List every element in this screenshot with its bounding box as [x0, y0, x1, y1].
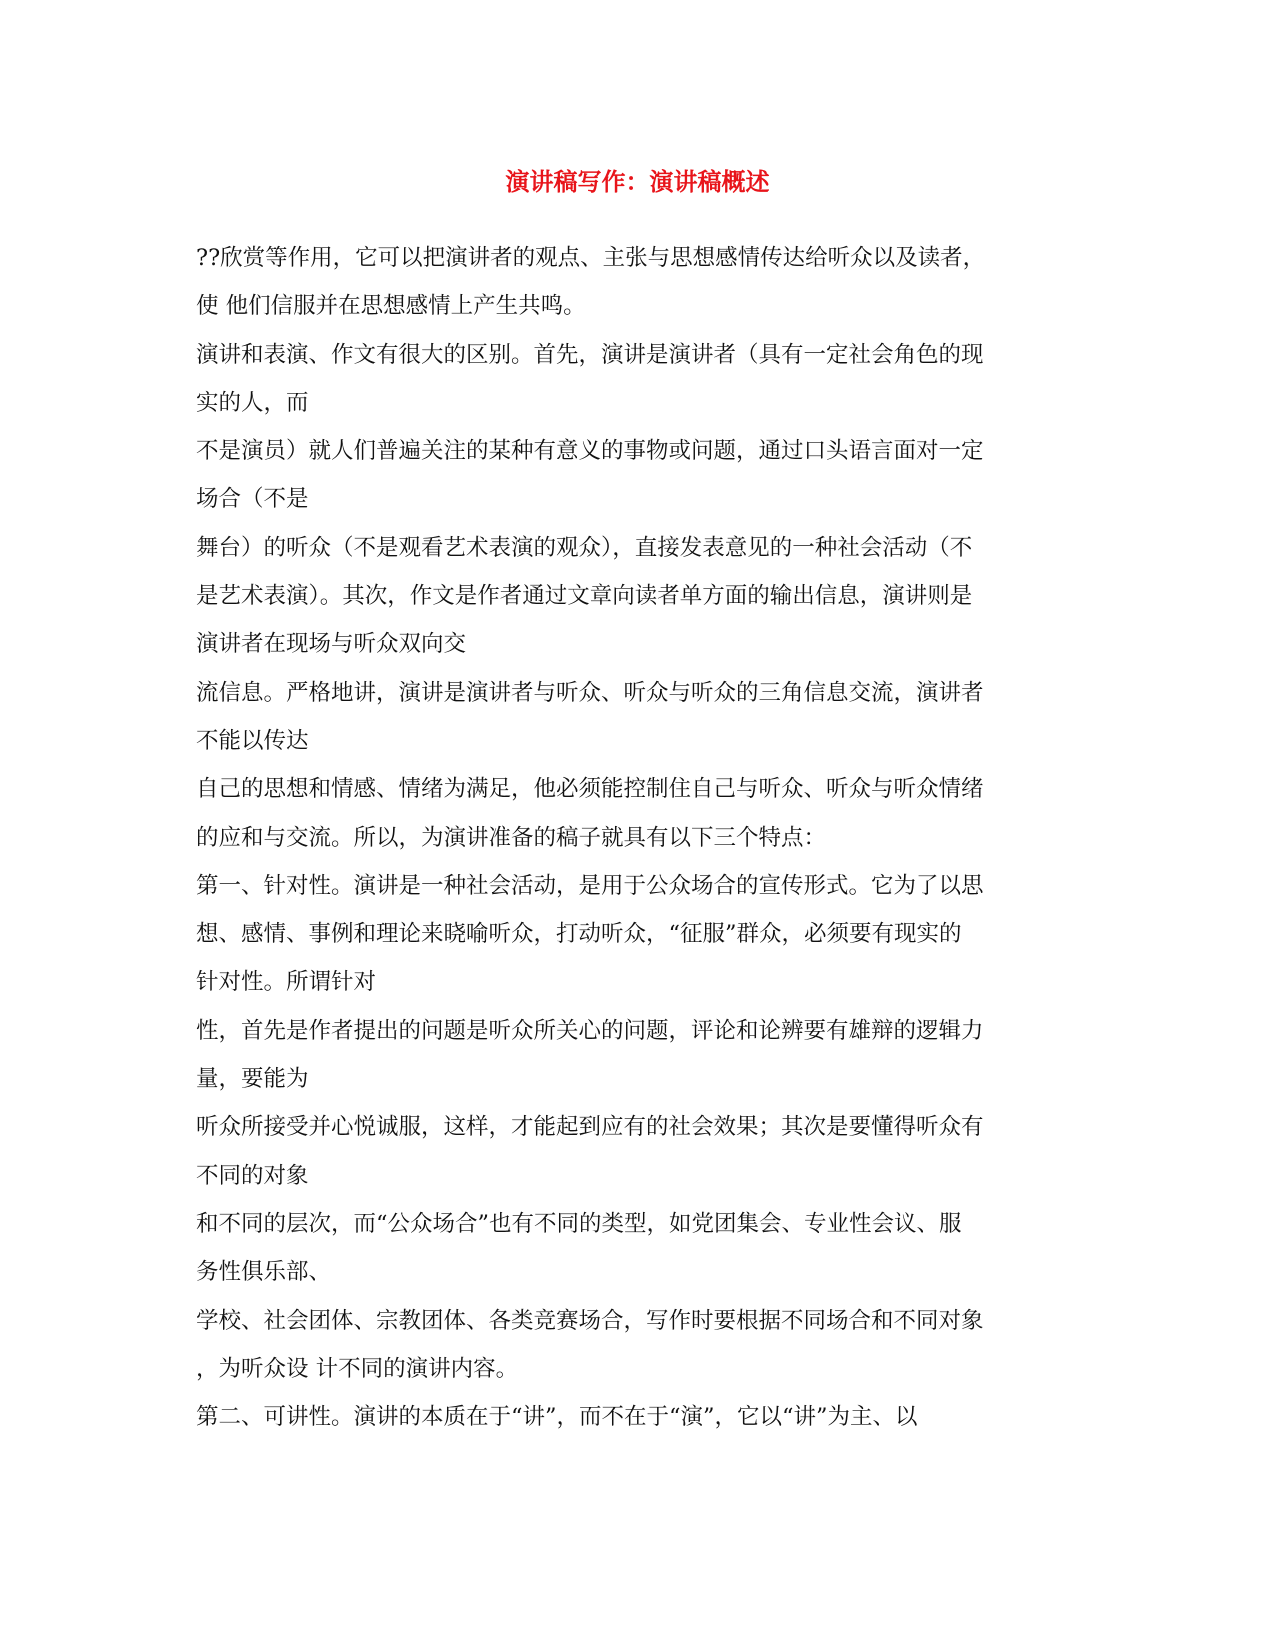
body-line: 和不同的层次，而“公众场合”也有不同的类型，如党团集会、专业性会议、服: [196, 1210, 962, 1237]
body-line: 演讲和表演、作文有很大的区别。首先，演讲是演讲者（具有一定社会角色的现: [196, 341, 984, 368]
body-line: 学校、社会团体、宗教团体、各类竞赛场合，写作时要根据不同场合和不同对象: [196, 1307, 984, 1334]
body-line: 不同的对象: [196, 1162, 309, 1189]
body-line: 量，要能为: [196, 1066, 309, 1093]
body-line: 场合（不是: [196, 486, 309, 513]
body-line: 第二、可讲性。演讲的本质在于“讲”，而不在于“演”，它以“讲”为主、以: [196, 1404, 918, 1431]
body-line: 听众所接受并心悦诚服，这样，才能起到应有的社会效果；其次是要懂得听众有: [196, 1114, 984, 1141]
body-line: 实的人，而: [196, 389, 309, 416]
body-line: 想、感情、事例和理论来晓喻听众，打动听众，“征服”群众，必须要有现实的: [196, 921, 962, 948]
document-body: [196, 234, 1076, 1441]
body-line: 使 他们信服并在思想感情上产生共鸣。: [196, 293, 586, 320]
body-line: 演讲者在现场与听众双向交: [196, 631, 467, 658]
body-line: 针对性。所谓针对: [196, 969, 377, 996]
body-line: 不是演员）就人们普遍关注的某种有意义的事物或问题，通过口头语言面对一定: [196, 438, 984, 465]
body-line: 舞台）的听众（不是观看艺术表演的观众），直接发表意见的一种社会活动（不: [196, 534, 973, 561]
body-line: 的应和与交流。所以，为演讲准备的稿子就具有以下三个特点：: [196, 824, 827, 851]
body-line: 流信息。严格地讲，演讲是演讲者与听众、听众与听众的三角信息交流，演讲者: [196, 679, 984, 706]
body-line: ，为听众设 计不同的演讲内容。: [196, 1355, 519, 1382]
body-line: 不能以传达: [196, 727, 309, 754]
body-line: 第一、针对性。演讲是一种社会活动，是用于公众场合的宣传形式。它为了以思: [196, 872, 984, 899]
document-title: 演讲稿写作：演讲稿概述: [505, 167, 770, 196]
body-line: 性，首先是作者提出的问题是听众所关心的问题，评论和论辨要有雄辩的逻辑力: [196, 1017, 984, 1044]
body-line: ??欣赏等作用，它可以把演讲者的观点、主张与思想感情传达给听众以及读者，: [196, 245, 986, 271]
body-line: 务性俱乐部、: [196, 1259, 332, 1286]
body-line: 自己的思想和情感、情绪为满足，他必须能控制住自己与听众、听众与听众情绪: [196, 776, 984, 803]
body-line: 是艺术表演）。其次，作文是作者通过文章向读者单方面的输出信息，演讲则是: [196, 583, 973, 610]
